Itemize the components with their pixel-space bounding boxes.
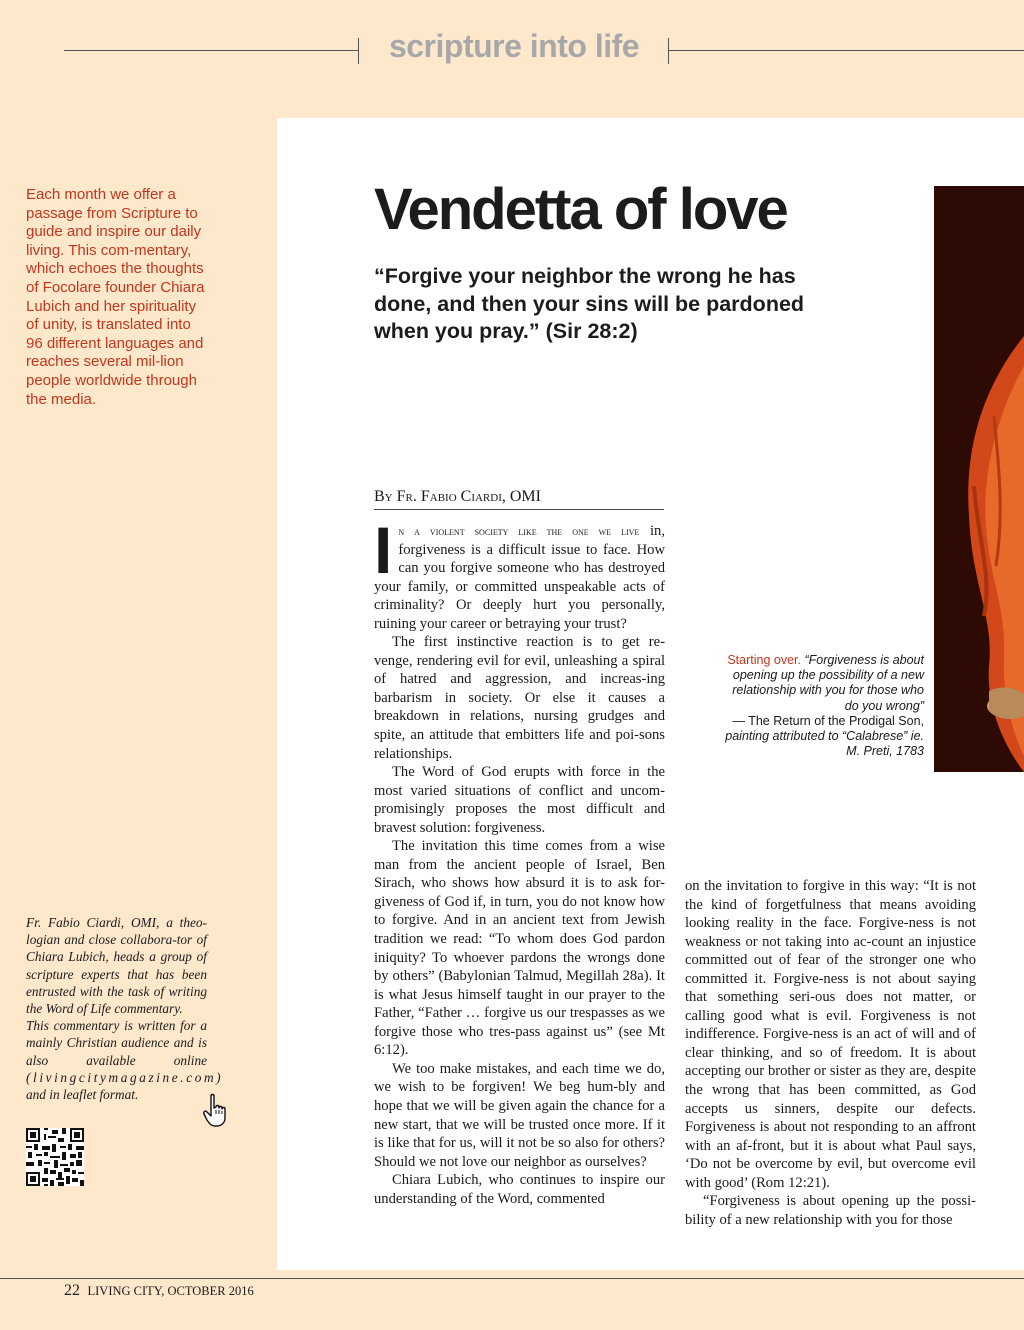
paragraph: The Word of God erupts with force in the most varied situations of conflict and uncom-promisingly proposes the most difficult and bravest solution: forgiveness. xyxy=(374,764,665,836)
paragraph: We too make mistakes, and each time we do, we wish to be forgiven! We beg hum-bly and hope that we will be given again the chance for a new start, that we will be trusted once more. If it is like that for us, will it not be so also for others? Should we not love our neighbor as ourselves? xyxy=(374,1060,665,1170)
caption-title: — The Return of the Prodigal Son, xyxy=(732,713,924,728)
website-link[interactable]: (livingcitymagazine.com) xyxy=(26,1069,224,1085)
paragraph-text: in, forgiveness is a difficult issue to face. How can you forgive someone who has destroyed your family, or committed unspeakable acts of criminality? Or deeply hurt you personally, ruining your career or betraying your trust? xyxy=(374,523,665,632)
footer-rule xyxy=(0,1278,1024,1279)
hand-pointer-icon xyxy=(202,1092,232,1128)
paragraph: “Forgiveness is about opening up the possi-bility of a new relationship with you for those xyxy=(685,1193,976,1228)
caption-quote: “Forgiveness is about opening up the possibility of a new relationship with you for those who do you wrong” xyxy=(732,653,924,713)
byline xyxy=(374,488,664,510)
article-headline: Vendetta of love xyxy=(374,177,787,242)
bio-text: Fr. Fabio Ciardi, OMI, a theo-logian and close collabora-tor of Chiara Lubich, heads a group of scripture experts that has been entrusted with the task of writing the Word of Life commentary. xyxy=(26,915,207,1017)
painting-caption xyxy=(724,653,924,759)
magazine-issue: LIVING CITY, OCTOBER 2016 xyxy=(87,1284,254,1298)
paragraph: The invitation this time comes from a wise man from the ancient people of Israel, Ben Sirach, who shows how absurd it is to ask for-giveness of God if, in turn, you do not know how to forgive. And in an ancient text from Jewish tradition we read: “To whom does God pardon iniquity? To whoever pardons the wrongs done by others” (Babylonian Talmud, Megillah 28a). It is what Jesus himself taught in our prayer to the Father, “Father … forgive us our trespasses as we forgive those who tres-pass against us” (see Mt 6:12). xyxy=(374,838,665,1059)
header-rule-right xyxy=(668,50,1024,51)
qr-code[interactable] xyxy=(26,1128,84,1186)
header-tick-left xyxy=(358,38,359,64)
caption-label: Starting over. xyxy=(727,653,801,667)
paragraph xyxy=(374,513,665,633)
caption-credit: painting attributed to “Calabrese” ie. M. Preti, 1783 xyxy=(725,729,924,759)
painting-image xyxy=(934,186,1024,772)
bio-text-3: and in leaflet format. xyxy=(26,1087,139,1103)
header-tick-right xyxy=(668,38,669,64)
drop-cap: I xyxy=(374,513,393,587)
section-title: scripture into life xyxy=(388,28,640,64)
intro-blurb: Each month we offer a passage from Scripture to guide and inspire our daily living. This com-mentary, which echoes the thoughts of Focolare founder Chiara Lubich and her spirituality of unity, is translated into 96 different languages and reaches several mil-lion people worldwide through the media. xyxy=(26,186,205,408)
paragraph: on the invitation to forgive in this way: “It is not the kind of forgetfulness that means avoiding looking reality in the face. Forgive-ness is not weakness or not taking into ac-count an injustice committed out of fear of the stronger one who committed it. Forgive-ness is not about saying that something seri-ous does not matter, or calling good what is evil. Forgiveness is not indifference. Forgive-ness is an act of will and of clear thinking, and so of freedom. It is about accepting our brother or sister as they are, despite the wrong that has been committed, as God accepts us sinners, despite our defects. Forgiveness is about not responding to an affront with an af-front, but it is about what Paul says, ‘Do not be overcome by evil, but overcome evil with good’ (Rom 12:21). xyxy=(685,878,976,1191)
lead-in: n a violent society like the one we live xyxy=(398,524,640,538)
page-footer xyxy=(64,1282,254,1300)
byline-prefix: By xyxy=(374,488,393,505)
article-column-1 xyxy=(374,513,665,1208)
header-rule-left xyxy=(64,50,358,51)
paragraph: The first instinctive reaction is to get re-venge, rendering evil for evil, unleashing a spiral of hatred and aggression, and increas-ing barbarism in society. Or else it causes a breakdown in relations, nursing grudges and spite, an attitude that embitters life and poi-sons relationships. xyxy=(374,634,665,762)
byline-author: Fr. Fabio Ciardi, OMI xyxy=(396,488,541,505)
author-bio xyxy=(26,914,224,1103)
page-number: 22 xyxy=(64,1282,80,1299)
paragraph: Chiara Lubich, who continues to inspire our understanding of the Word, commented xyxy=(374,1172,665,1207)
bio-text-2: This commentary is written for a mainly Christian audience and is also available online xyxy=(26,1018,207,1068)
scripture-quote: “Forgive your neighbor the wrong he has done, and then your sins will be pardoned when you pray.” (Sir 28:2) xyxy=(374,264,805,343)
article-column-2 xyxy=(685,877,976,1229)
